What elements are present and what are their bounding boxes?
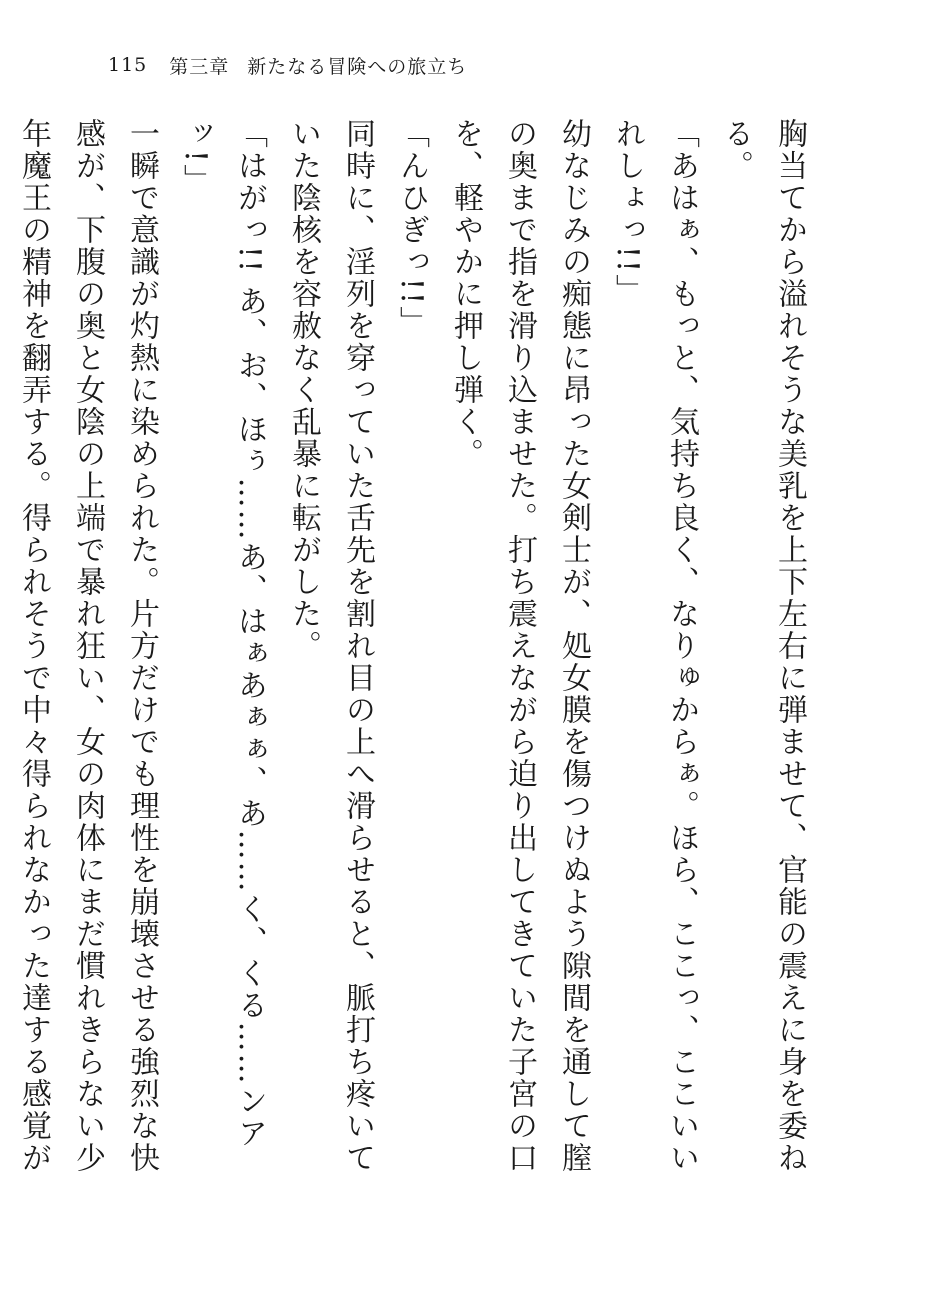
chapter-title: 新たなる冒険への旅立ち [247, 55, 468, 78]
paragraph-1: 胸当てから溢れそうな美乳を上下左右に弾ませて、官能の震えに身を委ねる。 [718, 118, 807, 1174]
paragraph-7: 一瞬で意識が灼熱に染められた。片方だけでも理性を崩壊させる強烈な快感が、下腹の奥と女陰の上端で暴れ狂い、女の肉体にまだ慣れきらない少年魔王の精神を翻弄する。得られそうで中々得られなかった達する感覚が [16, 118, 159, 1174]
paragraph-3: 幼なじみの痴態に昂った女剣士が、処女膜を傷つけぬよう隙間を通して膣の奥まで指を滑り込ませた。打ち震えながら迫り出してきていた子宮の口を、軽やかに押し弾く。 [448, 118, 591, 1174]
paragraph-6: 「はがっ!! あ、お、ほぅ……あ、はぁあぁぁ、あ……く、くる……ンアッ!」 [178, 118, 267, 1150]
body-text [16, 118, 816, 1198]
paragraph-5: 同時に、淫列を穿っていた舌先を割れ目の上へ滑らせると、脈打ち疼いていた陰核を容赦なく乱暴に転がした。 [286, 118, 375, 1174]
running-head [108, 50, 467, 80]
page-number: 115 [108, 54, 148, 76]
chapter-number: 第三章 [169, 55, 230, 78]
paragraph-4: 「んひぎっ!!」 [394, 118, 429, 339]
paragraph-2: 「あはぁ、もっと、気持ち良く、なりゅからぁ。ほら、ここっ、ここいいれしょっ!!」 [610, 118, 699, 1174]
